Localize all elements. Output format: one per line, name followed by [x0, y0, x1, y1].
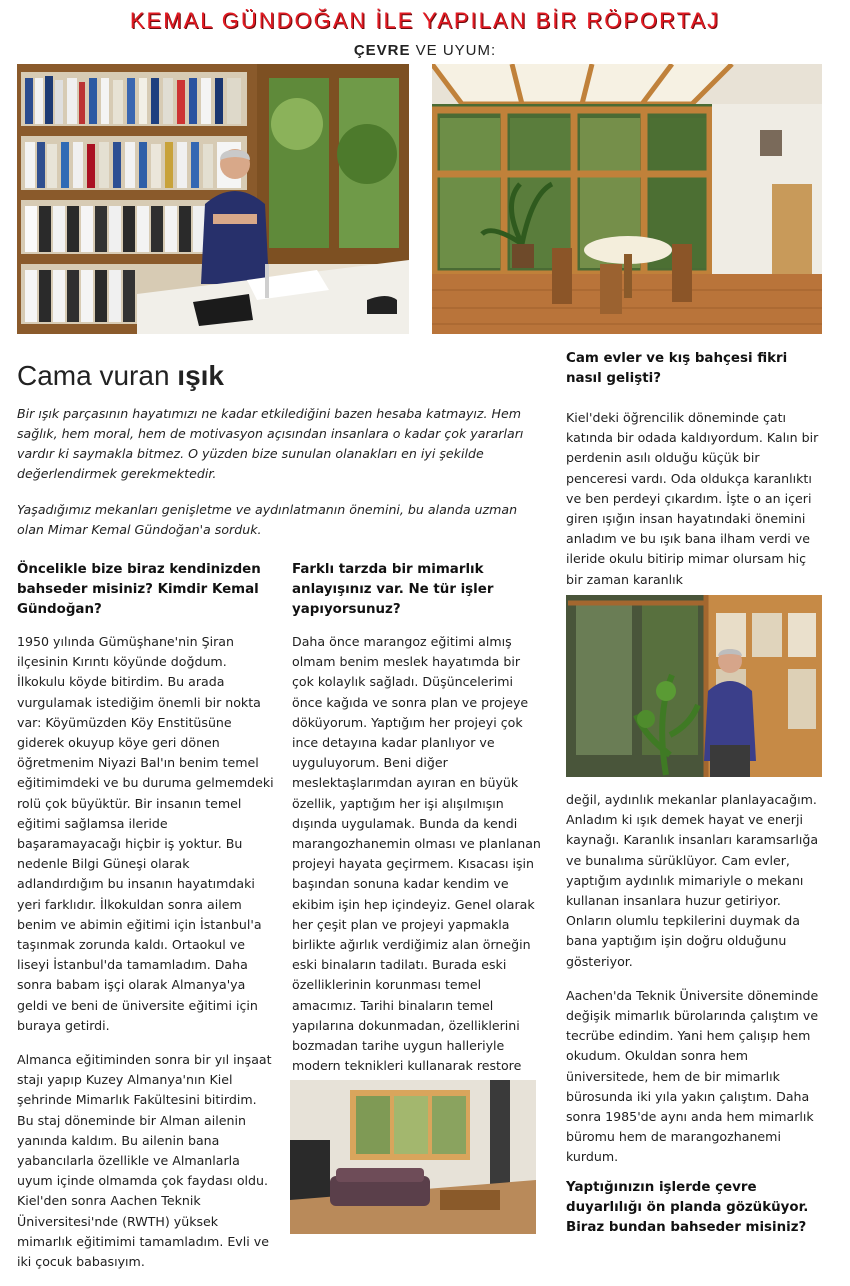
article-section-label: [0, 42, 850, 59]
question-heading: Cam evler ve kış bahçesi fikri nasıl gelişti?: [566, 351, 788, 386]
article-heading-light: Cama vuran: [17, 360, 178, 391]
answer-paragraph: Daha önce marangoz eğitimi almış olmam benim meslek hayatımda bir çok kolaylık sağladı. Düşüncelerimi önce kağıda ve sonra plan ve projeye döküyorum. Yaptığım her projeyi çok ince detayına kadar planlıyor ve uyguluyorum. Beni diğer meslektaşlarımdan ayıran en büyük özellik, yaptığım her işi alışılmışın dışında uygulamak. Bunda da kendi marangozhanemin olması ve planlanan projeyi hayata geçirmem. Kısacası işin başından sonuna kadar kendim ve ekibim işin hep içindeyiz. Genel olarak her çeşit plan ve projeyi yapmakla birlikte ağırlık verdiğimiz alan örneğin eski binaların tadilatı. Burada eski özelliklerinin korunması temel amacımız. Tarihi binaların temel yapılarına dokunmadan, özelliklerini bozmadan tarihe uygun halleriyle modern teknikleri kullanarak restore: [292, 634, 541, 1074]
question-heading: Farklı tarzda bir mimarlık anlayışınız var. Ne tür işler yapıyorsunuz?: [292, 562, 494, 617]
intro-paragraph: Yaşadığımız mekanları genişletme ve aydınlatmanın önemini, bu alanda uzman olan Mimar Kemal Gündoğan'a sorduk.: [17, 502, 518, 537]
article-heading-bold: ışık: [177, 360, 224, 391]
column-1-text: [17, 632, 275, 1286]
question-heading: Öncelikle bize biraz kendinizden bahseder misiniz? Kimdir Kemal Gündoğan?: [17, 562, 261, 617]
answer-paragraph: Kiel'deki öğrencilik döneminde çatı katında bir odada kaldıyordum. Kalın bir perdenin asılı olduğu küçük bir penceresi vardı. Oda oldukça karanlıktı ve ben perdeyi çıkardım. İşte o an içeri giren ışığın insan hayatındaki önemini anladım ve bu ışık bana ilham verdi ve ileride okulu bitirip mimar olursam hiç bir zaman karanlık: [566, 410, 819, 587]
intro-paragraph: Bir ışık parçasının hayatımızı ne kadar etkilediğini bazen hesaba katmayız. Hem sağlık, hem moral, hem de motivasyon açısından insanlara o kadar çok yararları vardır ki saymakla bitmez. O yüzden bize sunulan olanakları en iyi şekilde değerlendirmek gerekmektedir.: [17, 406, 524, 481]
answer-paragraph: değil, aydınlık mekanlar planlayacağım. Anladım ki ışık demek hayat ve enerji kaynağı. Karanlık insanları karamsarlığa ve bunalıma sürüklüyor. Cam evler, yaptığım aydınlık mimariyle o mekanı kullanan insanlara huzur getiriyor. Onların olumlu tepkilerini duymak da bana yaptığım işin doğru olduğunu gösteriyor.: [566, 792, 819, 969]
question-heading: Yaptığınızın işlerde çevre duyarlılığı ön planda gözüküyor. Biraz bundan bahseder misiniz?: [566, 1180, 809, 1235]
answer-paragraph: 1950 yılında Gümüşhane'nin Şiran ilçesinin Kırıntı köyünde doğdum. İlkokulu köyde bitirdim. Bu arada vurgulamak istediğim önemli bir nokta var: Köyümüzden Köy Enstitüsüne giderek okuyup köye geri dönen öğretmenim Niyazi Bal'ın benim temel eğitimimdeki ve bu duruma gelmemdeki rolü çok büyüktür. Bir insanın temel eğitimi sağlamsa ileride başaramayacağı hiçbir iş yoktur. Bu nedenle Bilgi Güneşi olarak adlandırdığım bu insanın hayatımdaki yeri farklıdır. İlkokuldan sonra ailem benim ve abimin eğitimi için İstanbul'a taşınmak zorunda kaldı. Ortaokul ve liseyi İstanbul'da tamamladım. Daha sonra babam işçi olarak Almanya'ya geldi ve beni de üniversite eğitimi için buraya getirdi.: [17, 634, 274, 1033]
photo-architect-wintergarden: [566, 595, 822, 777]
section-label-rest: VE UYUM:: [410, 42, 497, 59]
column-2-text: [292, 632, 544, 1111]
answer-paragraph: Almanca eğitiminden sonra bir yıl inşaat stajı yapıp Kuzey Almanya'nın Kiel şehrinde Mimarlık Fakültesini bitirdim. Bu staj döneminde bir Alman ailenin yanında kaldım. Bu ailenin bana yabancılarla özellikle ve Almanlarla uyum içinde olmamda çok faydası oldu. Kiel'den sonra Aachen Teknik Üniversitesi'nde (RWTH) yüksek mimarlık eğitimimi tamamladım. Evli ve iki çocuk babasıyım.: [17, 1052, 272, 1270]
photo-office-portrait: [17, 64, 409, 334]
article-heading: [17, 360, 224, 392]
answer-paragraph: Aachen'da Teknik Üniversite döneminde değişik mimarlık bürolarında çalıştım ve tecrübe edindim. Yani hem çalışıp hem okudum. Okuldan sonra hem üniversitede, hem de bir mimarlık bürosunda iki yıla yakın çalıştım. Daha sonra 1985'de aynı anda hem mimarlık büromu hem de marangozhanemi kurdum.: [566, 987, 819, 1165]
column-3-text-top: [566, 408, 822, 592]
photo-sunroom: [432, 64, 822, 334]
photo-living-room: [290, 1080, 536, 1234]
article-intro: [17, 404, 537, 556]
article-supertitle: KEMAL GÜNDOĞAN İLE YAPILAN BİR RÖPORTAJ: [129, 8, 721, 33]
section-label-bold: ÇEVRE: [353, 42, 411, 59]
column-3-text-bottom: [566, 790, 822, 1182]
